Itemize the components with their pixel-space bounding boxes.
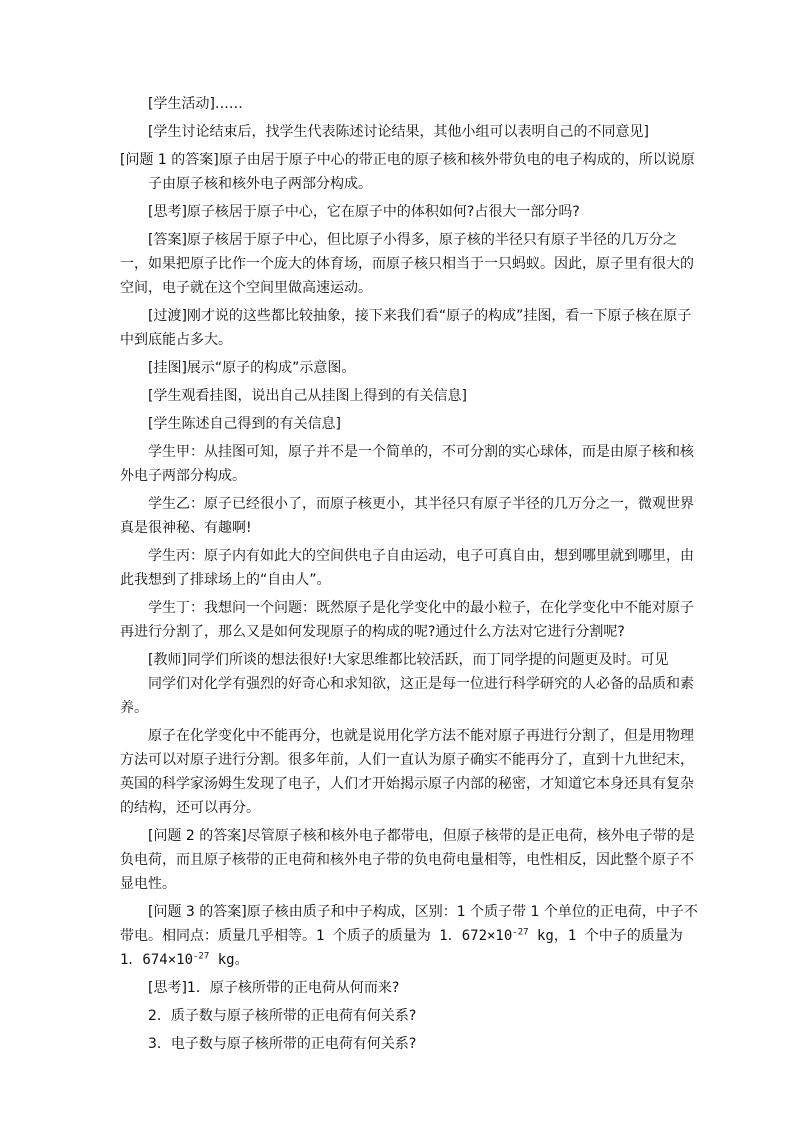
para-think-1: [思考]1．原子核所带的正电荷从何而来? (148, 980, 400, 996)
mass-unit-end: kg。 (209, 952, 249, 968)
answer-3-text: [问题 3 的答案]原子核由质子和中子构成，区别：1 个质子带 1 个单位的正电荷，中子不带电。相同点：质量几乎相等。 (120, 904, 698, 944)
para-students-report: [学生陈述自己得到的有关信息] (148, 416, 341, 432)
para-student-activity: [学生活动]…… (148, 96, 243, 112)
para-physics-split: 原子在化学变化中不能再分，也就是说用化学方法不能对原子再进行分割了，但是用物理方法可以对原子进行分割。很多年前，人们一直认为原子确实不能再分了，直到十九世纪末，英国的科学家汤姆生发现了电子，人们才开始揭示原子内部的秘密，才知道它本身还具有复杂的结构，还可以再分。 (120, 728, 694, 816)
para-answer-2: [问题 2 的答案]尽管原子核和核外电子都带电，但原子核带的是正电荷，核外电子带的是负电荷，而且原子核带的正电荷和核外电子带的负电荷电量相等，电性相反，因此整个原子不显电性。 (120, 828, 695, 892)
para-answer-3 (120, 900, 700, 972)
para-answer-1: [问题 1 的答案]原子由居于原子中心的带正电的原子核和核外带负电的电子构成的，所以说原子由原子核和核外电子两部分构成。 (120, 152, 695, 192)
para-student-c: 学生丙：原子内有如此大的空间供电子自由运动，电子可真自由，想到哪里就到哪里，由此我想到了排球场上的“自由人”。 (120, 548, 694, 588)
para-think-3: 3．电子数与原子核所带的正电荷有何关系? (148, 1036, 417, 1052)
proton-mass-exponent: -27 (512, 927, 529, 938)
para-teacher-cont: 同学们对化学有强烈的好奇心和求知欲，这正是每一位进行科学研究的人必备的品质和素养。 (120, 676, 694, 716)
neutron-mass-text: kg，1 个中子的质量为 1．674×10 (120, 928, 683, 968)
para-wall-chart: [挂图]展示“原子的构成”示意图。 (148, 360, 356, 376)
para-think-volume: [思考]原子核居于原子中心，它在原子中的体积如何?占很大一部分吗? (148, 204, 580, 220)
document-body (120, 92, 700, 1060)
para-student-d: 学生丁：我想问一个问题：既然原子是化学变化中的最小粒子，在化学变化中不能对原子再进行分割了，那么又是如何发现原子的构成的呢?通过什么方法对它进行分割呢? (120, 600, 694, 640)
proton-mass-text: 1 个质子的质量为 1．672×10 (316, 928, 513, 944)
para-answer-volume: [答案]原子核居于原子中心，但比原子小得多，原子核的半径只有原子半径的几万分之一，如果把原子比作一个庞大的体育场，而原子核只相当于一只蚂蚁。因此，原子里有很大的空间，电子就在这个空间里做高速运动。 (120, 232, 694, 296)
para-student-b: 学生乙：原子已经很小了，而原子核更小，其半径只有原子半径的几万分之一，微观世界真是很神秘、有趣啊! (120, 496, 694, 536)
para-think-2: 2．质子数与原子核所带的正电荷有何关系? (148, 1008, 417, 1024)
para-students-observe: [学生观看挂图，说出自己从挂图上得到的有关信息] (148, 388, 467, 404)
para-discussion-end: [学生讨论结束后，找学生代表陈述讨论结果，其他小组可以表明自己的不同意见] (148, 124, 649, 140)
para-transition: [过渡]刚才说的这些都比较抽象，接下来我们看“原子的构成”挂图，看一下原子核在原子中到底能占多大。 (120, 308, 692, 348)
para-teacher: [教师]同学们所谈的想法很好!大家思维都比较活跃，而丁同学提的问题更及时。可见 (148, 652, 669, 668)
neutron-mass-exponent: -27 (193, 951, 210, 962)
para-student-a: 学生甲：从挂图可知，原子并不是一个简单的，不可分割的实心球体，而是由原子核和核外电子两部分构成。 (120, 444, 694, 484)
